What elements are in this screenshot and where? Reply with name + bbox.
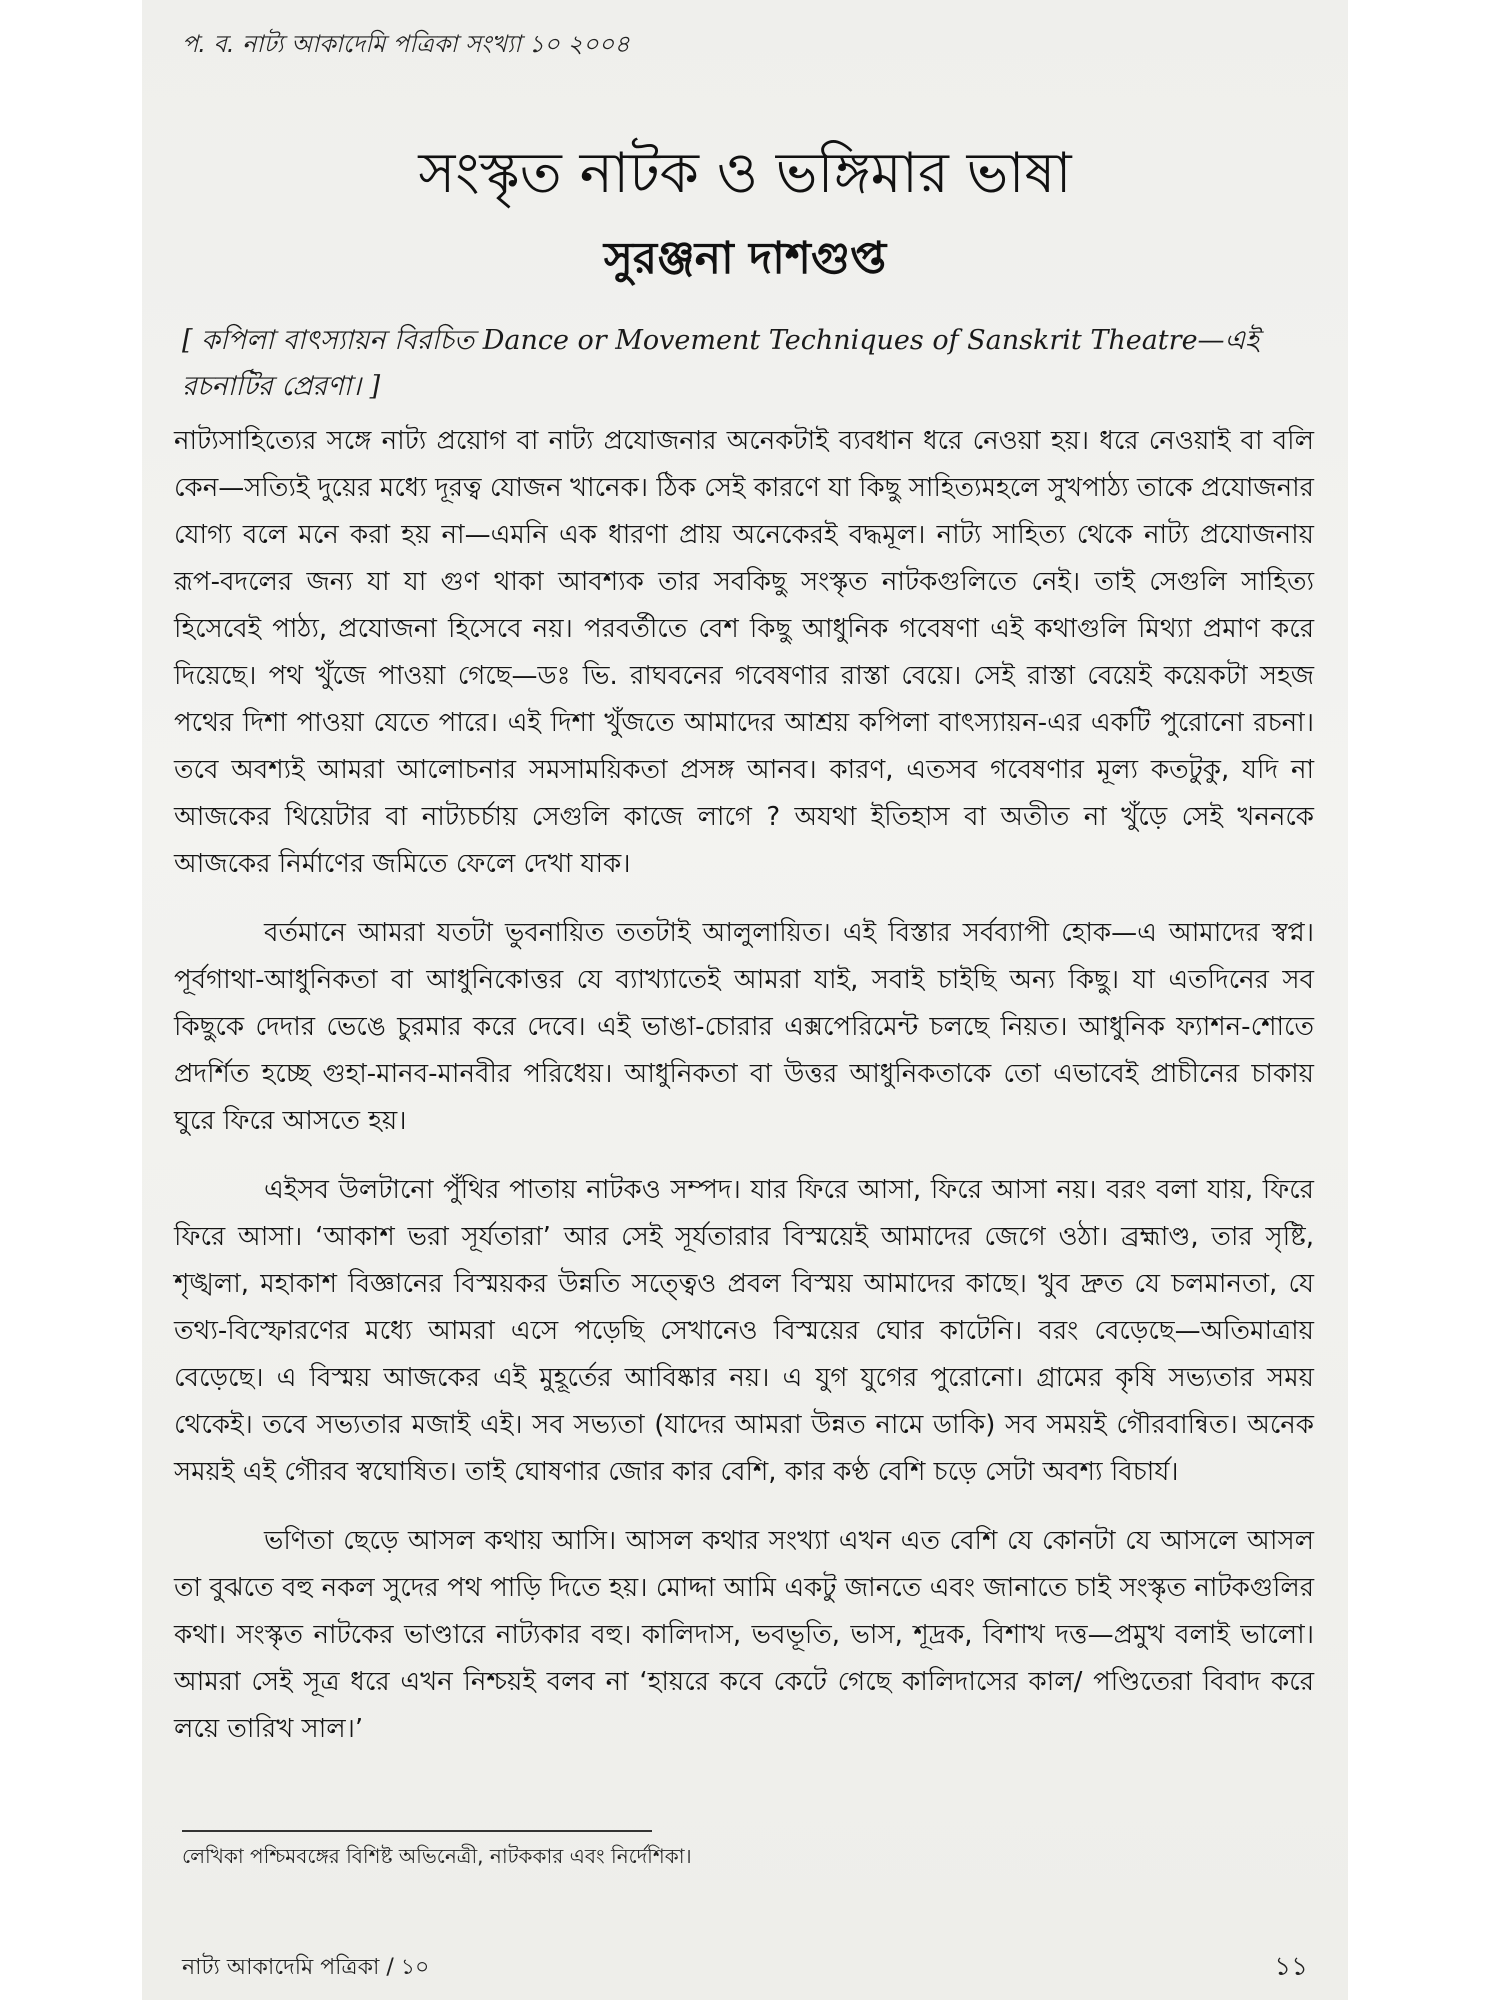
paragraph-4: ভণিতা ছেড়ে আসল কথায় আসি। আসল কথার সংখ্যা এখন এত বেশি যে কোনটা যে আসলে আসল তা বুঝতে বহু নকল সুদের পথ পাড়ি দিতে হয়। মোদ্দা আমি একটু জানতে এবং জানাতে চাই সংস্কৃত নাটকগুলির কথা। সংস্কৃত নাটকের ভাণ্ডারে নাট্যকার বহু। কালিদাস, ভবভূতি, ভাস, শূদ্রক, বিশাখ দত্ত—প্রমুখ বলাই ভালো। আমরা সেই সূত্র ধরে এখন নিশ্চয়ই বলব না ‘হায়রে কবে কেটে গেছে কালিদাসের কাল/ পণ্ডিতেরা বিবাদ করে লয়ে তারিখ সাল।’ [174, 1526, 1314, 1744]
article-title: সংস্কৃত নাটক ও ভঙ্গিমার ভাষা [418, 141, 1072, 206]
paragraph-2: বর্তমানে আমরা যতটা ভুবনায়িত ততটাই আলুলায়িত। এই বিস্তার সর্বব্যাপী হোক—এ আমাদের স্বপ্ন। পূর্বগাথা-আধুনিকতা বা আধুনিকোত্তর যে ব্যাখ্যাতেই আমরা যাই, সবাই চাইছি অন্য কিছু। যা এতদিনের সব কিছুকে দেদার ভেঙে চুরমার করে দেবে। এই ভাঙা-চোরার এক্সপেরিমেন্ট চলছে নিয়ত। আধুনিক ফ্যাশন-শোতে প্রদর্শিত হচ্ছে গুহা-মানব-মানবীর পরিধেয়। আধুনিকতা বা উত্তর আধুনিকতাকে তো এভাবেই প্রাচীনের চাকায় ঘুরে ফিরে আসতে হয়। [174, 918, 1314, 1136]
inspiration-note: [ কপিলা বাৎস্যায়ন বিরচিত Dance or Movement Techniques of Sanskrit Theatre—এই রচনাটির প্রেরণা। ] [182, 325, 1260, 402]
running-head: প. ব. নাট্য আকাদেমি পত্রিকা সংখ্যা ১০ ২০০৪ [182, 30, 630, 58]
article-author: সুরঞ্জনা দাশগুপ্ত [603, 233, 887, 284]
page-number: ১১ [1274, 1952, 1308, 1982]
article-body [174, 418, 1314, 1775]
journal-page [142, 0, 1348, 2000]
footnote-divider [182, 1830, 652, 1832]
footer-journal-name: নাট্য আকাদেমি পত্রিকা / ১০ [182, 1955, 430, 1980]
paragraph-3: এইসব উলটানো পুঁথির পাতায় নাটকও সম্পদ। যার ফিরে আসা, ফিরে আসা নয়। বরং বলা যায়, ফিরে ফিরে আসা। ‘আকাশ ভরা সূর্যতারা’ আর সেই সূর্যতারার বিস্ময়েই আমাদের জেগে ওঠা। ব্রহ্মাণ্ড, তার সৃষ্টি, শৃঙ্খলা, মহাকাশ বিজ্ঞানের বিস্ময়কর উন্নতি সত্ত্বেও প্রবল বিস্ময় আমাদের কাছে। খুব দ্রুত যে চলমানতা, যে তথ্য-বিস্ফোরণের মধ্যে আমরা এসে পড়েছি সেখানেও বিস্ময়ের ঘোর কাটেনি। বরং বেড়েছে—অতিমাত্রায় বেড়েছে। এ বিস্ময় আজকের এই মুহূর্তের আবিষ্কার নয়। এ যুগ যুগের পুরোনো। গ্রামের কৃষি সভ্যতার সময় থেকেই। তবে সভ্যতার মজাই এই। সব সভ্যতা (যাদের আমরা উন্নত নামে ডাকি) সব সময়ই গৌরবান্বিত। অনেক সময়ই এই গৌরব স্বঘোষিত। তাই ঘোষণার জোর কার বেশি, কার কণ্ঠ বেশি চড়ে সেটা অবশ্য বিচার্য। [174, 1175, 1314, 1487]
paragraph-1: নাট্যসাহিত্যের সঙ্গে নাট্য প্রয়োগ বা নাট্য প্রযোজনার অনেকটাই ব্যবধান ধরে নেওয়া হয়। ধরে নেওয়াই বা বলি কেন—সত্যিই দুয়ের মধ্যে দূরত্ব যোজন খানেক। ঠিক সেই কারণে যা কিছু সাহিত্যমহলে সুখপাঠ্য তাকে প্রযোজনার যোগ্য বলে মনে করা হয় না—এমনি এক ধারণা প্রায় অনেকেরই বদ্ধমূল। নাট্য সাহিত্য থেকে নাট্য প্রযোজনায় রূপ-বদলের জন্য যা যা গুণ থাকা আবশ্যক তার সবকিছু সংস্কৃত নাটকগুলিতে নেই। তাই সেগুলি সাহিত্য হিসেবেই পাঠ্য, প্রযোজনা হিসেবে নয়। পরবর্তীতে বেশ কিছু আধুনিক গবেষণা এই কথাগুলি মিথ্যা প্রমাণ করে দিয়েছে। পথ খুঁজে পাওয়া গেছে—ডঃ ভি. রাঘবনের গবেষণার রাস্তা বেয়ে। সেই রাস্তা বেয়েই কয়েকটা সহজ পথের দিশা পাওয়া যেতে পারে। এই দিশা খুঁজতে আমাদের আশ্রয় কপিলা বাৎস্যায়ন-এর একটি পুরোনো রচনা। তবে অবশ্যই আমরা আলোচনার সমসাময়িকতা প্রসঙ্গ আনব। কারণ, এতসব গবেষণার মূল্য কতটুকু, যদি না আজকের থিয়েটার বা নাট্যচর্চায় সেগুলি কাজে লাগে ? অযথা ইতিহাস বা অতীত না খুঁড়ে সেই খননকে আজকের নির্মাণের জমিতে ফেলে দেখা যাক। [174, 426, 1314, 879]
author-footnote: লেখিকা পশ্চিমবঙ্গের বিশিষ্ট অভিনেত্রী, নাটককার এবং নির্দেশিকা। [182, 1844, 692, 1868]
